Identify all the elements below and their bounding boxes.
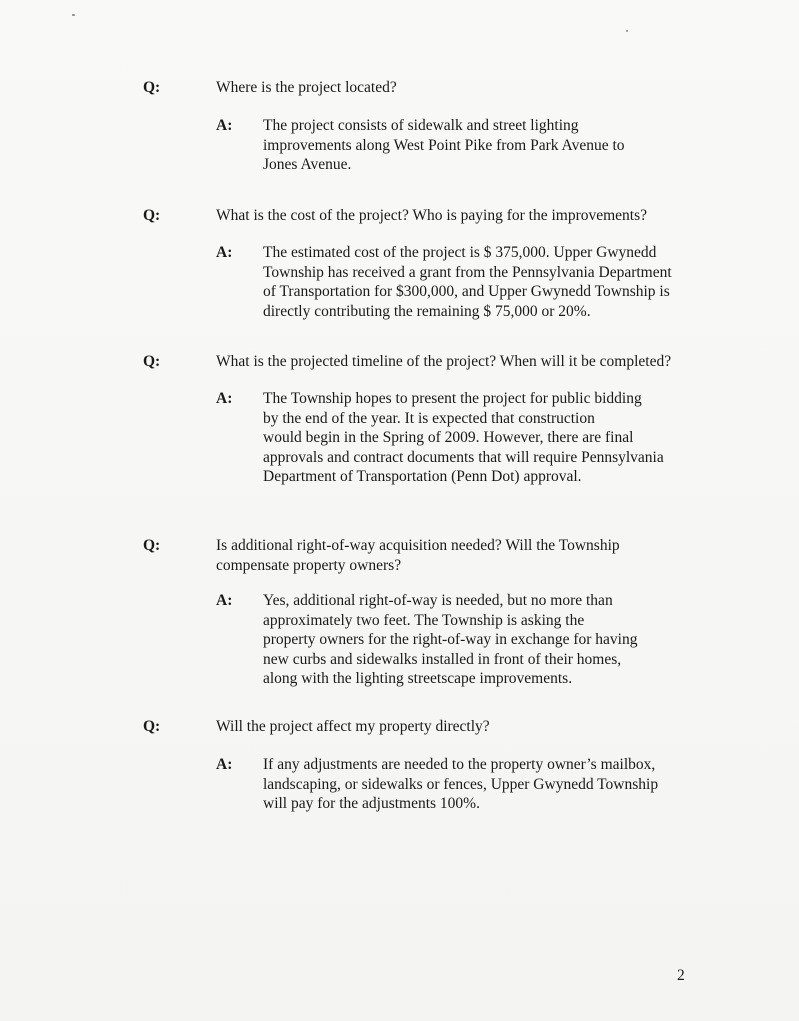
answer-label: A:: [216, 117, 233, 134]
answer-line: improvements along West Point Pike from Park Avenue to: [263, 136, 625, 154]
question-line: Will the project affect my property directly?: [216, 718, 490, 735]
answer-line: The project consists of sidewalk and street lighting: [263, 117, 579, 134]
answer-line: new curbs and sidewalks installed in front of their homes,: [263, 650, 622, 668]
question-text: [216, 206, 716, 226]
answer-text: [263, 755, 723, 814]
answer-line: approximately two feet. The Township is asking the: [263, 611, 585, 629]
answer-line: approvals and contract documents that will require Pennsylvania: [263, 448, 664, 466]
question-label: Q:: [143, 718, 161, 735]
question-line: compensate property owners?: [216, 556, 402, 574]
question-line: What is the projected timeline of the project? When will it be completed?: [216, 353, 672, 370]
question-line: Where is the project located?: [216, 79, 397, 96]
answer-line: Department of Transportation (Penn Dot) approval.: [263, 468, 582, 485]
answer-line: of Transportation for $300,000, and Upper Gwynedd Township is: [263, 283, 670, 300]
answer-line: will pay for the adjustments 100%.: [263, 795, 480, 812]
question-text: [216, 78, 716, 98]
answer-line: by the end of the year. It is expected that construction: [263, 409, 595, 427]
question-label: Q:: [143, 207, 161, 224]
answer-line: The Township hopes to present the project for public bidding: [263, 390, 642, 407]
answer-line: Township has received a grant from the Pennsylvania Department: [263, 263, 672, 281]
page-number: 2: [677, 967, 685, 984]
answer-label: A:: [216, 592, 233, 609]
question-line: Is additional right-of-way acquisition needed? Will the Township: [216, 537, 620, 554]
answer-text: [263, 243, 723, 321]
answer-text: [263, 591, 723, 689]
question-text: [216, 352, 716, 372]
answer-text: [263, 389, 723, 487]
scan-speck: [72, 14, 75, 16]
answer-label: A:: [216, 244, 233, 261]
answer-text: [263, 116, 723, 175]
question-label: Q:: [143, 79, 161, 96]
answer-line: The estimated cost of the project is $ 375,000. Upper Gwynedd: [263, 244, 657, 261]
answer-line: would begin in the Spring of 2009. However, there are final: [263, 429, 634, 446]
scan-speck: [626, 30, 628, 32]
answer-line: directly contributing the remaining $ 75,000 or 20%.: [263, 302, 591, 320]
answer-line: along with the lighting streetscape improvements.: [263, 670, 573, 687]
answer-line: Jones Avenue.: [263, 156, 352, 173]
answer-label: A:: [216, 756, 233, 773]
question-text: [216, 536, 716, 575]
question-text: [216, 717, 716, 737]
answer-line: Yes, additional right-of-way is needed, but no more than: [263, 592, 613, 609]
answer-label: A:: [216, 390, 233, 407]
question-line: What is the cost of the project? Who is paying for the improvements?: [216, 207, 648, 224]
question-label: Q:: [143, 353, 161, 370]
question-label: Q:: [143, 537, 161, 554]
answer-line: property owners for the right-of-way in exchange for having: [263, 631, 638, 648]
answer-line: landscaping, or sidewalks or fences, Upper Gwynedd Township: [263, 775, 659, 793]
answer-line: If any adjustments are needed to the property owner’s mailbox,: [263, 756, 656, 773]
